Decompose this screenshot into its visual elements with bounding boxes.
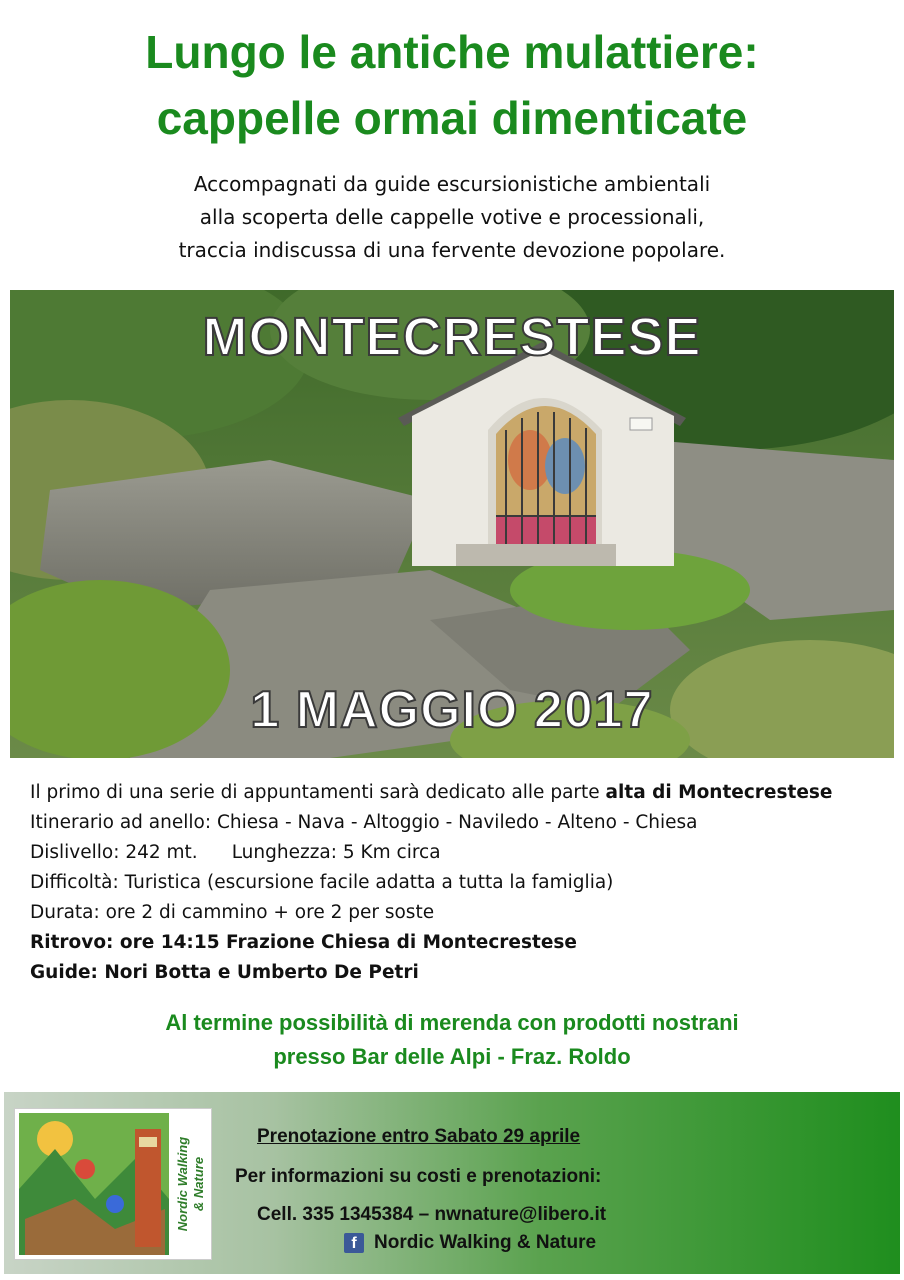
elevation-length-row: [30, 838, 832, 868]
facebook-page-link[interactable]: [344, 1232, 596, 1254]
logo-text-line1: Nordic Walking: [175, 1136, 190, 1232]
contact-info[interactable]: Cell. 335 1345384 – nwnature@libero.it: [257, 1204, 607, 1225]
info-label: Per informazioni su costi e prenotazioni:: [235, 1166, 602, 1187]
duration-row: Durata: ore 2 di cammino + ore 2 per soste: [30, 902, 435, 923]
guides-row: Guide: Nori Botta e Umberto De Petri: [30, 962, 419, 983]
event-date-overlay: 1 MAGGIO 2017: [250, 681, 654, 739]
merenda-line: Al termine possibilità di merenda con prodotti nostrani: [165, 1010, 739, 1035]
event-details: [30, 778, 832, 988]
page-title-line1: Lungo le antiche mulattiere:: [145, 26, 759, 78]
booking-footer: [4, 1092, 900, 1274]
merenda-line: presso Bar delle Alpi - Fraz. Roldo: [273, 1044, 631, 1069]
intro-paragraph: [0, 168, 904, 267]
elevation-text: Dislivello: 242 mt.: [30, 842, 198, 863]
meeting-row: Ritrovo: ore 14:15 Frazione Chiesa di Montecrestese: [30, 932, 577, 953]
itinerary-row: Itinerario ad anello: Chiesa - Nava - Altoggio - Naviledo - Alteno - Chiesa: [30, 812, 698, 833]
town-name-overlay: MONTECRESTESE: [202, 307, 702, 367]
length-text: Lunghezza: 5 Km circa: [231, 842, 441, 863]
difficulty-row: Difficoltà: Turistica (escursione facile adatta a tutta la famiglia): [30, 872, 614, 893]
merenda-notice: [0, 1006, 904, 1074]
logo-illustration: [15, 1109, 211, 1259]
page-title-line2: cappelle ormai dimenticate: [156, 92, 748, 144]
details-intro-bold: alta di Montecrestese: [605, 782, 833, 803]
logo-text-line2: & Nature: [191, 1156, 206, 1212]
details-row: [30, 778, 832, 808]
booking-deadline: Prenotazione entro Sabato 29 aprile: [257, 1126, 581, 1147]
details-intro-text: Il primo di una serie di appuntamenti sarà dedicato alle parte: [30, 782, 600, 803]
intro-line: Accompagnati da guide escursionistiche ambientali: [193, 172, 711, 196]
facebook-page-name: Nordic Walking & Nature: [374, 1232, 597, 1253]
nordic-walking-logo: [14, 1108, 212, 1260]
facebook-icon: f: [344, 1233, 364, 1253]
intro-line: alla scoperta delle cappelle votive e processionali,: [199, 205, 705, 229]
chapel-photo: [10, 290, 894, 758]
intro-line: traccia indiscussa di una fervente devozione popolare.: [178, 238, 726, 262]
